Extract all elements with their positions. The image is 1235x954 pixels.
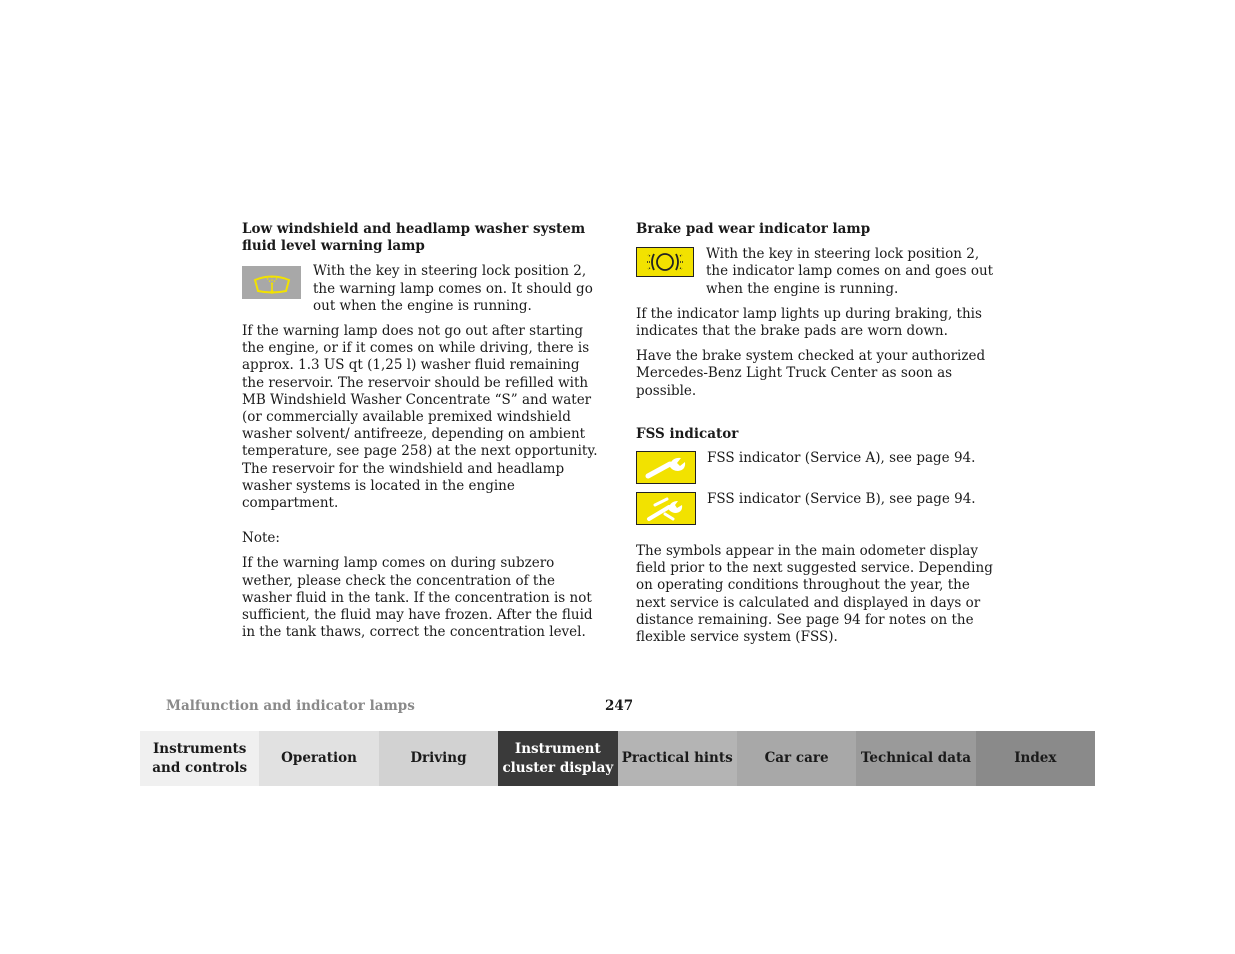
section-title: Malfunction and indicator lamps [166,698,415,714]
chapter-nav [140,731,1095,786]
fss-heading: FSS indicator [636,425,739,442]
nav-tab-instruments-and-controls[interactable]: Instruments and controls [140,731,259,786]
fss-a-text: FSS indicator (Service A), see page 94. [707,450,976,467]
note-text: If the warning lamp comes on during subzero wether, please check the concentration of the washer fluid in the tank. If the concentration is not sufficient, the fluid may have frozen. After the fluid in the tank thaws, correct the concentration level. [242,555,593,641]
fss-b-text: FSS indicator (Service B), see page 94. [707,491,976,508]
nav-tab-car-care[interactable]: Car care [737,731,856,786]
brake-heading: Brake pad wear indicator lamp [636,221,871,237]
washer-lamp-text: With the key in steering lock position 2, the warning lamp comes on. It should go out when the engine is running. [313,263,593,314]
nav-tab-technical-data[interactable]: Technical data [856,731,975,786]
fss-paragraph: The symbols appear in the main odometer display field prior to the next suggested service. Depending on operating conditions throughout the year, the next service is calculated and displayed in days or distance remaining. See page 94 for notes on the flexible service system (FSS). [636,543,993,646]
washer-lamp-row [242,263,600,315]
brake-pad-wear-icon [636,247,694,277]
washer-paragraph: If the warning lamp does not go out after starting the engine, or if it comes on while driving, there is approx. 1.3 US qt (1,25 l) washer fluid remaining the reservoir. The reservoir should be refilled with MB Windshield Washer Concentrate “S” and water (or commercially available premixed windshield washer solvent/ antifreeze, depending on ambient temperature, see page 258) at the next opportunity. The reservoir for the windshield and headlamp washer systems is located in the engine compartment. [242,323,598,512]
brake-lamp-text: With the key in steering lock position 2, the indicator lamp comes on and goes out when the engine is running. [706,246,994,297]
page-number: 247 [605,698,634,714]
nav-tab-index[interactable]: Index [976,731,1095,786]
fss-b-row [636,492,996,525]
wrench-icon [636,451,696,484]
brake-paragraph-2: Have the brake system checked at your authorized Mercedes-Benz Light Truck Center as soon as possible. [636,348,986,399]
wrench-double-icon [636,492,696,525]
washer-fluid-icon [242,266,301,299]
nav-tab-practical-hints[interactable]: Practical hints [618,731,737,786]
nav-tab-driving[interactable]: Driving [379,731,498,786]
fss-a-row [636,451,996,484]
brake-lamp-row [636,246,996,298]
nav-tab-instrument-cluster-display[interactable]: Instrument cluster display [498,731,617,786]
left-column [242,221,600,649]
right-column [636,221,996,654]
brake-paragraph-1: If the indicator lamp lights up during braking, this indicates that the brake pads are worn down. [636,305,982,340]
note-label: Note: [242,530,280,547]
nav-tab-operation[interactable]: Operation [259,731,378,786]
washer-fluid-heading: Low windshield and headlamp washer system fluid level warning lamp [242,221,586,255]
